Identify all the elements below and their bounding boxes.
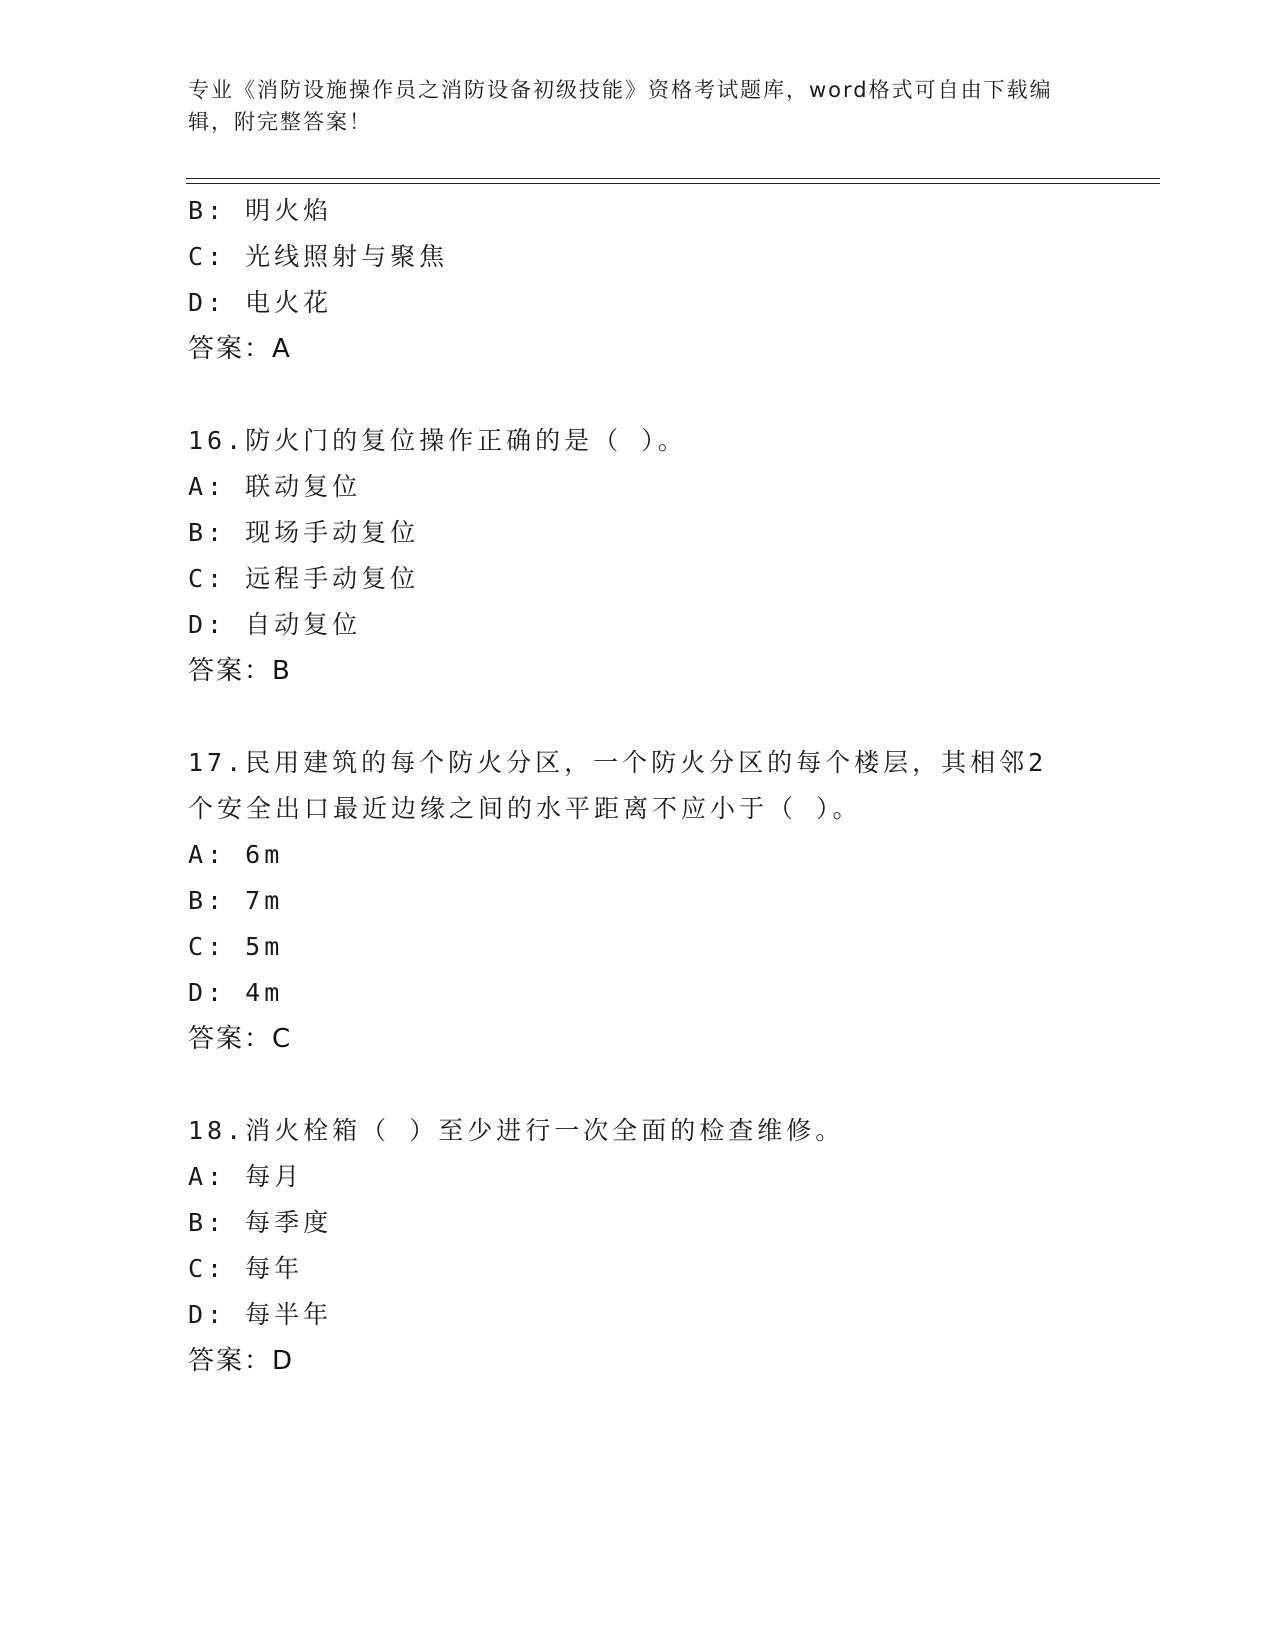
option-b: B: 7m (188, 886, 284, 915)
option-d: D: 每半年 (188, 1300, 333, 1329)
answer-line: 答案：B (188, 656, 292, 686)
option-c: C: 光线照射与聚焦 (188, 242, 449, 271)
answer-line: 答案：C (188, 1024, 293, 1054)
option-a: A: 6m (188, 840, 284, 869)
option-d: D: 自动复位 (188, 610, 362, 639)
question-list (188, 188, 1088, 1384)
option-a: A: 每月 (188, 1162, 304, 1191)
block-spacer (188, 1062, 1088, 1108)
question-block (188, 418, 1088, 694)
question-block (188, 1108, 1088, 1384)
answer-line: 答案：D (188, 1346, 295, 1376)
option-c: C: 5m (188, 932, 284, 961)
option-c: C: 远程手动复位 (188, 564, 420, 593)
header-rule-bottom (186, 183, 1160, 184)
answer-line: 答案：A (188, 334, 292, 364)
header-rule-top (186, 178, 1160, 179)
block-spacer (188, 694, 1088, 740)
question-stem: 17.民用建筑的每个防火分区，一个防火分区的每个楼层，其相邻2个安全出口最近边缘之间的水平距离不应小于（ ）。 (188, 748, 1048, 823)
block-spacer (188, 372, 1088, 418)
question-block (188, 188, 1088, 372)
document-header: 专业《消防设施操作员之消防设备初级技能》资格考试题库，word格式可自由下载编辑，附完整答案！ (188, 78, 1053, 134)
option-b: B: 每季度 (188, 1208, 333, 1237)
option-d: D: 电火花 (188, 288, 333, 317)
question-block (188, 740, 1088, 1062)
option-a: A: 联动复位 (188, 472, 362, 501)
question-stem: 16.防火门的复位操作正确的是（ ）。 (188, 426, 687, 455)
option-b: B: 明火焰 (188, 196, 333, 225)
option-b: B: 现场手动复位 (188, 518, 420, 547)
question-stem: 18.消火栓箱（ ）至少进行一次全面的检查维修。 (188, 1116, 845, 1145)
option-c: C: 每年 (188, 1254, 304, 1283)
option-d: D: 4m (188, 978, 284, 1007)
